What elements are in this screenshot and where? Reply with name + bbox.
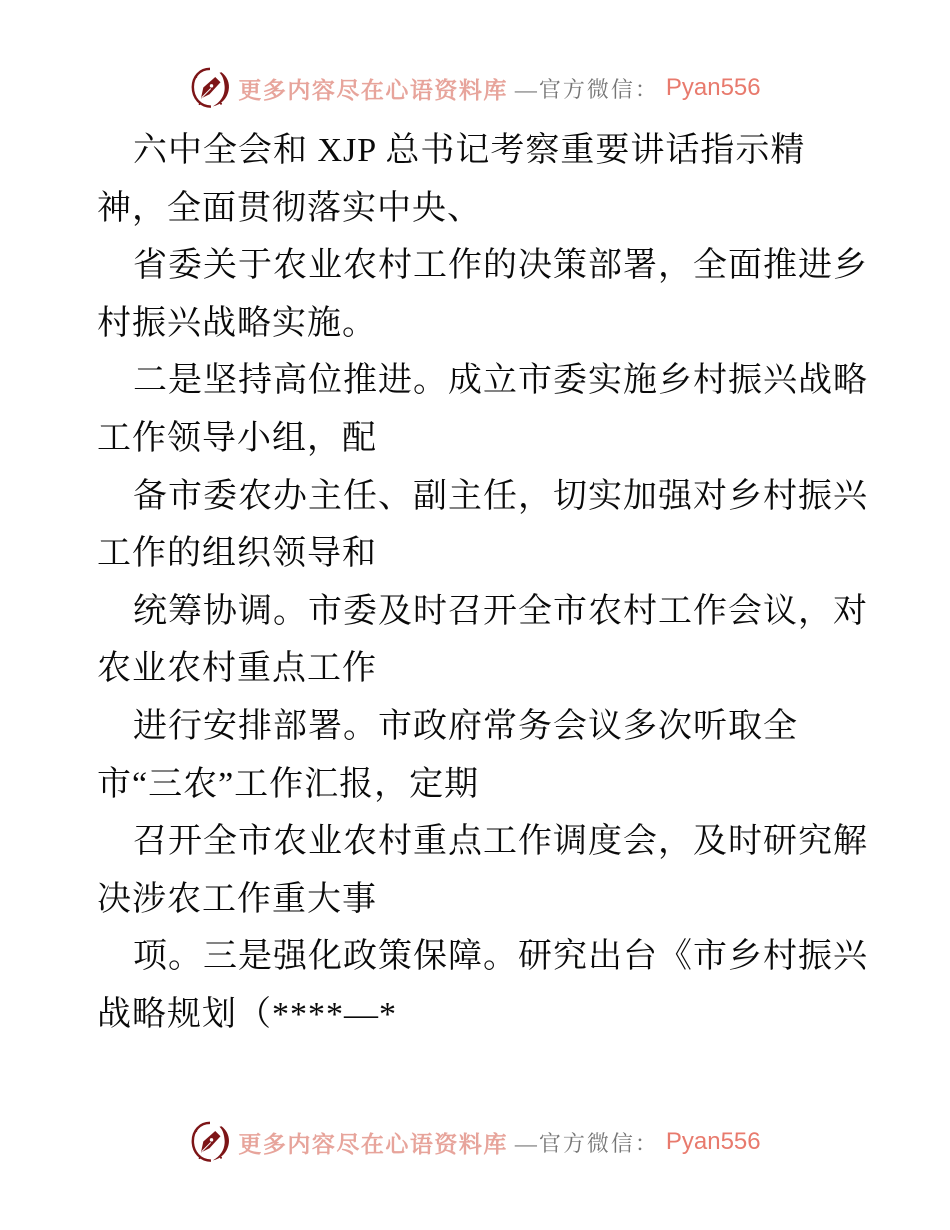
text-line: 备市委农办主任、副主任，切实加强对乡村振兴 — [133, 477, 868, 515]
text-line: 市“三农”工作汇报，定期 — [97, 765, 480, 803]
text-line: 省委关于农业农村工作的决策部署，全面推进乡 — [133, 247, 868, 285]
watermark-wechat-label: —官方微信： — [514, 76, 659, 102]
header-watermark — [0, 63, 950, 113]
text-line: 二是坚持高位推进。成立市委实施乡村振兴战略 — [133, 362, 868, 400]
watermark-brand-text: 更多内容尽在心语资料库 — [238, 77, 508, 103]
footer-watermark — [0, 1117, 950, 1167]
text-line: 统筹协调。市委及时召开全市农村工作会议，对 — [133, 592, 868, 630]
pen-swirl-logo-icon — [189, 1119, 231, 1165]
text-line: 工作的组织领导和 — [97, 535, 377, 573]
text-line: 召开全市农业农村重点工作调度会，及时研究解 — [133, 823, 868, 861]
document-body — [97, 122, 950, 1044]
text-line: 战略规划（****—* — [97, 995, 397, 1033]
watermark-wechat-id: Pyan556 — [665, 1128, 761, 1155]
text-line: 决涉农工作重大事 — [97, 880, 377, 918]
text-line: 工作领导小组，配 — [97, 419, 377, 457]
text-line: 农业农村重点工作 — [97, 650, 377, 688]
watermark-wechat-id: Pyan556 — [665, 74, 761, 101]
text-line: 村振兴战略实施。 — [97, 304, 377, 342]
text-line: 六中全会和 XJP 总书记考察重要讲话指示精 — [133, 132, 806, 169]
watermark-brand-text: 更多内容尽在心语资料库 — [238, 1131, 508, 1157]
text-line: 项。三是强化政策保障。研究出台《市乡村振兴 — [133, 938, 868, 976]
watermark-wechat-label: —官方微信： — [514, 1130, 659, 1156]
text-line: 神，全面贯彻落实中央、 — [97, 189, 482, 227]
pen-swirl-logo-icon — [189, 65, 231, 111]
text-line: 进行安排部署。市政府常务会议多次听取全 — [133, 707, 798, 745]
